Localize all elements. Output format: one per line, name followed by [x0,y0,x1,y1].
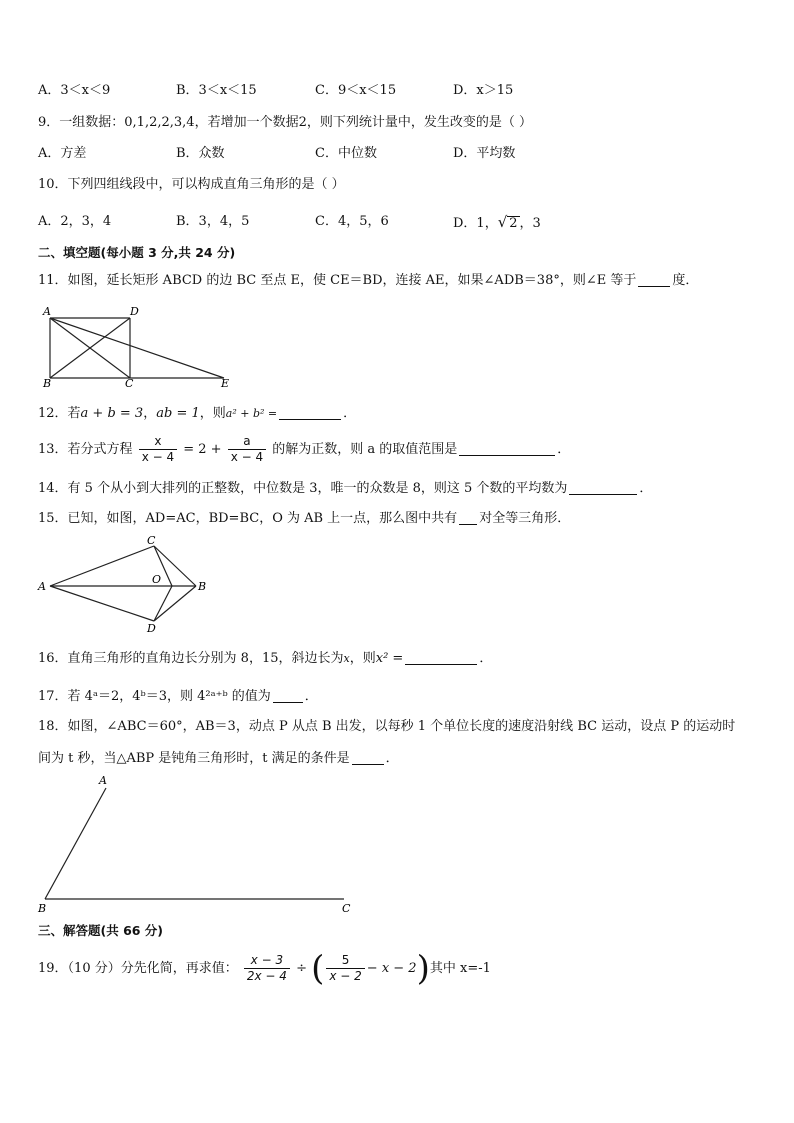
q15-answer-blank[interactable] [459,510,477,525]
q13-answer-blank[interactable] [459,441,555,456]
q9-option-a: A．方差 [38,146,87,161]
q19-left-paren: ( [311,948,325,989]
q9-option-b: B．众数 [176,146,225,161]
q15-stem: 15．已知，如图，AD=AC，BD=BC，O 为 AB 上一点，那么图中共有 对全等三角形． [38,511,571,526]
q19-fraction-2: $\frac{5}{x - 2}$ [326,953,364,984]
q19-stem: 19．（10 分）分先化简，再求值： $\frac{x - 3}{2x - 4}$ ÷ ( $\frac{5}{x - 2}$ − x − 2)其中 x=-1 [38,948,491,989]
q9-option-d: D．平均数 [453,146,516,161]
q18-answer-blank[interactable] [352,750,384,765]
q15-label-a: A [38,580,46,593]
q8-option-c: C．9＜x＜15 [315,83,397,98]
q16-answer-blank[interactable] [405,650,477,665]
q10-option-a: A．2，3，4 [38,214,112,229]
q8-option-a: A．3＜x＜9 [38,83,111,98]
q18-label-b: B [38,902,47,915]
q11-label-c: C [125,377,134,388]
q17-stem: 17．若 4ᵃ＝2，4ᵇ＝3，则 4²ᵃ⁺ᵇ 的值为 ． [38,689,318,704]
q11-stem: 11．如图，延长矩形 ABCD 的边 BC 至点 E，使 CE＝BD，连接 AE，如果∠ADB＝38°，则∠E 等于 度． [38,273,699,288]
q15-label-b: B [198,580,207,593]
q18-label-a: A [99,774,107,787]
q11-label-b: B [43,377,52,388]
q9-data: 0,1,2,2,3,4 [124,115,195,130]
q9-option-c: C．中位数 [315,146,377,161]
q18-line-1: 18．如图，∠ABC＝60°，AB＝3，动点 P 从点 B 出发，以每秒 1 个单位长度的速度沿射线 BC 运动，设点 P 的运动时 [38,719,736,734]
q15-label-o: O [152,573,162,586]
q10-sqrt-radicand: 2 [509,216,518,231]
q10-option-d: D．1，√ 2 ，3 [453,213,541,231]
q15-figure [36,536,216,636]
q13-stem: 13．若分式方程 $\frac{x}{x - 4}$ = 2 + $\frac{a}{x - 4}$ 的解为正数，则 a 的取值范围是 ． [38,434,571,464]
q11-label-d: D [130,305,139,318]
q16-stem: 16．直角三角形的直角边长分别为 8，15，斜边长为x，则x² = ． [38,651,493,666]
q8-option-b: B．3＜x＜15 [176,83,257,98]
q19-fraction-1: $\frac{x - 3}{2x - 4}$ [244,953,290,984]
section-3-title: 三、解答题(共 66 分) [38,923,164,938]
q15-label-c: C [147,536,156,547]
q8-option-d: D．x＞15 [453,83,514,98]
q13-fraction-2: $\frac{a}{x - 4}$ [228,434,266,465]
q11-label-e: E [221,377,230,388]
q18-label-c: C [342,902,351,915]
q12-answer-blank[interactable] [279,405,341,420]
q18-figure [36,772,366,918]
q10-option-c: C．4，5，6 [315,214,389,229]
q12-stem: 12．若a + b = 3，ab = 1，则a² + b² = ． [38,406,357,421]
q9-stem: 9．一组数据：0,1,2,2,3,4，若增加一个数据2，则下列统计量中，发生改变的是（ ） [38,115,533,130]
q15-label-d: D [147,622,156,635]
q17-answer-blank[interactable] [273,688,303,703]
q10-option-b: B．3，4，5 [176,214,250,229]
q11-answer-blank[interactable] [638,272,670,287]
q11-label-a: A [43,305,51,318]
q19-right-paren: ) [416,948,430,989]
q11-figure [38,302,248,388]
q14-answer-blank[interactable] [569,480,637,495]
section-2-title: 二、填空题(每小题 3 分,共 24 分) [38,245,236,260]
q14-stem: 14．有 5 个从小到大排列的正整数，中位数是 3，唯一的众数是 8，则这 5 个数的平均数为 ． [38,481,653,496]
q10-stem: 10．下列四组线段中，可以构成直角三角形的是（ ） [38,177,345,192]
q18-line-2: 间为 t 秒，当△ABP 是钝角三角形时，t 满足的条件是 ． [38,751,399,766]
q13-fraction-1: $\frac{x}{x - 4}$ [139,434,177,465]
